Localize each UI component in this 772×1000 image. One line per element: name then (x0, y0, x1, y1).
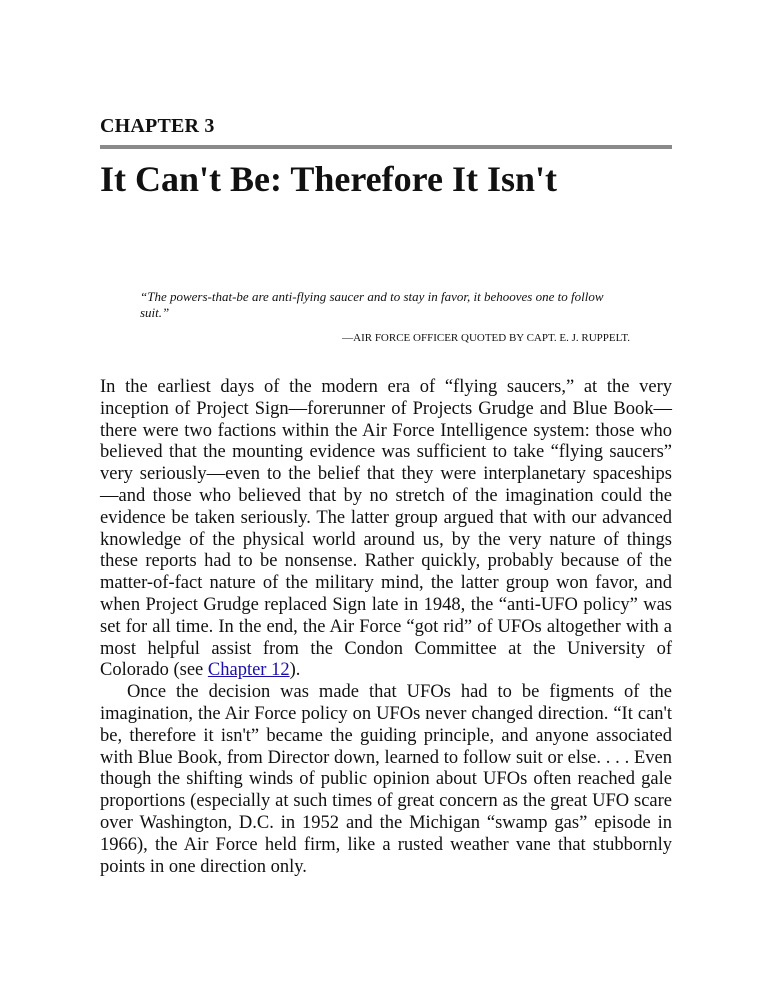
chapter-number: CHAPTER 3 (100, 115, 215, 137)
paragraph-1 (100, 377, 672, 682)
paragraph-1-end: ). (289, 660, 301, 681)
epigraph-attribution: —AIR FORCE OFFICER QUOTED BY CAPT. E. J. RUPPELT. (342, 332, 630, 344)
epigraph (140, 289, 632, 345)
chapter-divider (100, 145, 672, 149)
chapter-12-link[interactable]: Chapter 12 (207, 660, 290, 681)
chapter-body (100, 377, 672, 878)
paragraph-2: Once the decision was made that UFOs had to be figments of the imagination, the Air Force policy on UFOs never changed direction. “It can't be, therefore it isn't” became the guiding principle, and anyone associated with Blue Book, from Director down, learned to follow suit or else. . . . Even though the shifting winds of public opinion about UFOs often reached gale proportions (especially at such times of great concern as the great UFO scare over Washington, D.C. in 1952 and the Michigan “swamp gas” episode in 1966), the Air Force held firm, like a rusted weather vane that stubbornly points in one direction only. (100, 682, 672, 877)
chapter-title: It Can't Be: Therefore It Isn't (100, 159, 557, 199)
paragraph-1-text: In the earliest days of the modern era of “flying saucers,” at the very inception of Project Sign—forerunner of Projects Grudge and Blue Book—there were two factions within the Air Force Intelligence system: those who believed that the mounting evidence was sufficient to take “flying saucers” very seriously—even to the belief that they were interplanetary spaceships —and those who believed that by no stretch of the imagination could the evidence be taken seriously. The latter group argued that with our advanced knowledge of the physical world around us, by the very nature of things these reports had to be nonsense. Rather quickly, probably because of the matter-of-fact nature of the military mind, the latter group won favor, and when Project Grudge replaced Sign late in 1948, the “anti-UFO policy” was set for all time. In the end, the Air Force “got rid” of UFOs altogether with a most helpful assist from the Condon Committee at the University of Colorado (see (100, 377, 672, 681)
epigraph-quote: “The powers-that-be are anti-flying saucer and to stay in favor, it behooves one to follow suit.” (140, 289, 604, 320)
